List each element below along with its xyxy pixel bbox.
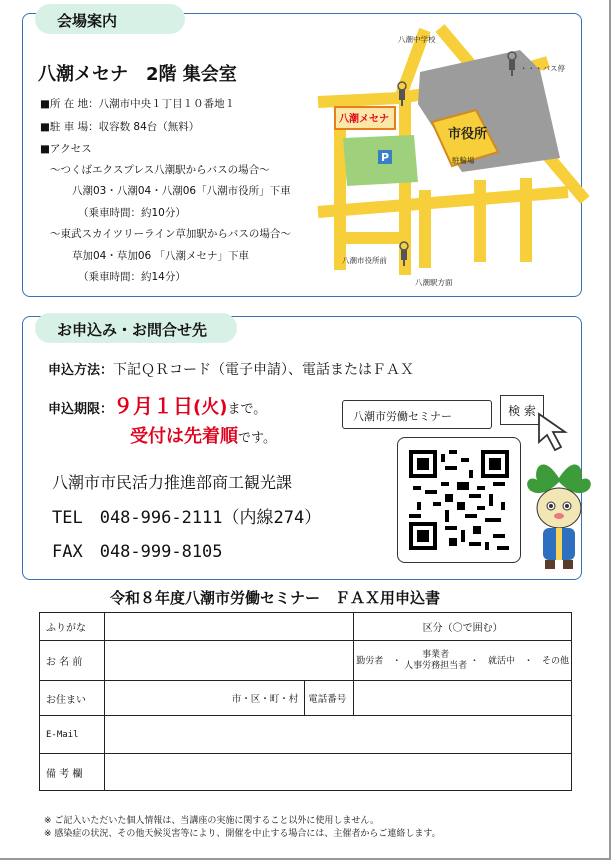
venue-access-label: ■アクセス (40, 143, 92, 155)
qr-code[interactable] (409, 450, 509, 550)
mascot-character-icon (523, 448, 595, 573)
parking-glyph: P (381, 151, 390, 164)
pointer-cursor-icon (535, 412, 575, 452)
deadline-row (48, 390, 266, 419)
map-label-stop-cityhall: 八潮市役所前 (342, 256, 387, 265)
deadline-date: ９月１日 (113, 394, 194, 418)
route1-time: （乗車時間：約10分） (78, 207, 186, 219)
method-label: 申込方法： (48, 363, 114, 378)
city-suffix: 市・区・町・村 (231, 694, 299, 705)
furigana-row (40, 613, 572, 641)
route1-stops: 八潮03・八潮04・八潮06「八潮市役所」下車 (72, 185, 291, 197)
deadline-day: (火) (193, 397, 228, 418)
opt-seeker[interactable]: ・ 就活中 ・ その他 (469, 656, 569, 666)
map-label-bus: ・・・バス停 (520, 64, 565, 73)
fax-number: FAX 048-999-8105 (52, 542, 223, 562)
address-input[interactable] (105, 681, 305, 716)
first-come-suffix: です。 (238, 431, 276, 446)
opt-worker[interactable]: 勤労者 ・ (356, 656, 402, 666)
venue-title: 八潮メセナ 2階 集会室 (38, 64, 237, 85)
application-form (39, 612, 572, 791)
tel-number: TEL 048-996-2111（内線274） (52, 508, 322, 528)
name-row (40, 641, 572, 681)
map-label-station: 八潮駅方面 (415, 278, 453, 287)
cancellation-note: ※ 感染症の状況、その他天候災害等により、開催を中止する場合には、主催者からご連絡します。 (44, 829, 441, 839)
category-options[interactable] (354, 641, 572, 681)
map-label-school: 八潮中学校 (398, 35, 436, 44)
search-button-label: 検 索 (508, 404, 536, 418)
email-input[interactable] (105, 716, 572, 754)
apply-tab: お申込み・お問合せ先 (35, 313, 237, 343)
remarks-row (40, 754, 572, 791)
privacy-note: ※ ご記入いただいた個人情報は、当講座の実施に関すること以外に使用しません。 (44, 816, 379, 826)
form-title: 令和８年度八潮市労働セミナー ＦＡＸ用申込書 (110, 589, 441, 607)
deadline-suffix: まで。 (227, 402, 267, 417)
first-come-row (130, 422, 276, 448)
search-field-text: 八潮市労働セミナー (353, 410, 452, 423)
venue-tab: 会場案内 (35, 4, 185, 34)
email-row (40, 716, 572, 754)
furigana-label: ふりがな (40, 613, 105, 641)
address-row (40, 681, 572, 716)
furigana-input[interactable] (105, 613, 354, 641)
route1-title: ～つくばエクスプレス八潮駅からバスの場合～ (50, 164, 270, 176)
name-label: お 名 前 (40, 641, 105, 681)
category-header: 区分（〇で囲む） (354, 613, 572, 641)
method-text: 下記ＱＲコード（電子申請）、電話またはＦＡＸ (113, 362, 415, 378)
first-come: 受付は先着順 (130, 426, 238, 447)
phone-input[interactable] (354, 681, 572, 716)
deadline-label: 申込期限： (48, 402, 114, 417)
address-label: お住まい (40, 681, 105, 716)
search-field[interactable] (342, 400, 492, 429)
access-map (0, 0, 611, 300)
remarks-input[interactable] (105, 754, 572, 791)
route2-time: （乗車時間：約14分） (78, 271, 186, 283)
method-row (48, 359, 414, 379)
venue-address: ■所 在 地：八潮市中央１丁目１０番地１ (40, 98, 236, 110)
remarks-label: 備 考 欄 (40, 754, 105, 791)
map-label-mecena: 八潮メセナ (339, 114, 389, 125)
email-label: E-Mail (40, 716, 105, 754)
map-label-cityhall: 市役所 (448, 127, 488, 142)
route2-title: ～東武スカイツリーライン草加駅からバスの場合～ (50, 228, 291, 240)
opt-hr[interactable]: 人事労務担当者 (404, 660, 468, 671)
map-label-bike: 駐輪場 (452, 156, 475, 165)
department: 八潮市市民活力推進部商工観光課 (52, 473, 293, 492)
phone-label: 電話番号 (305, 681, 354, 716)
opt-employer[interactable]: 事業者 (422, 649, 450, 660)
route2-stops: 草加04・草加06 「八潮メセナ」下車 (72, 250, 250, 262)
venue-parking: ■駐 車 場：収容数 84台（無料） (40, 121, 200, 133)
name-input[interactable] (105, 641, 354, 681)
